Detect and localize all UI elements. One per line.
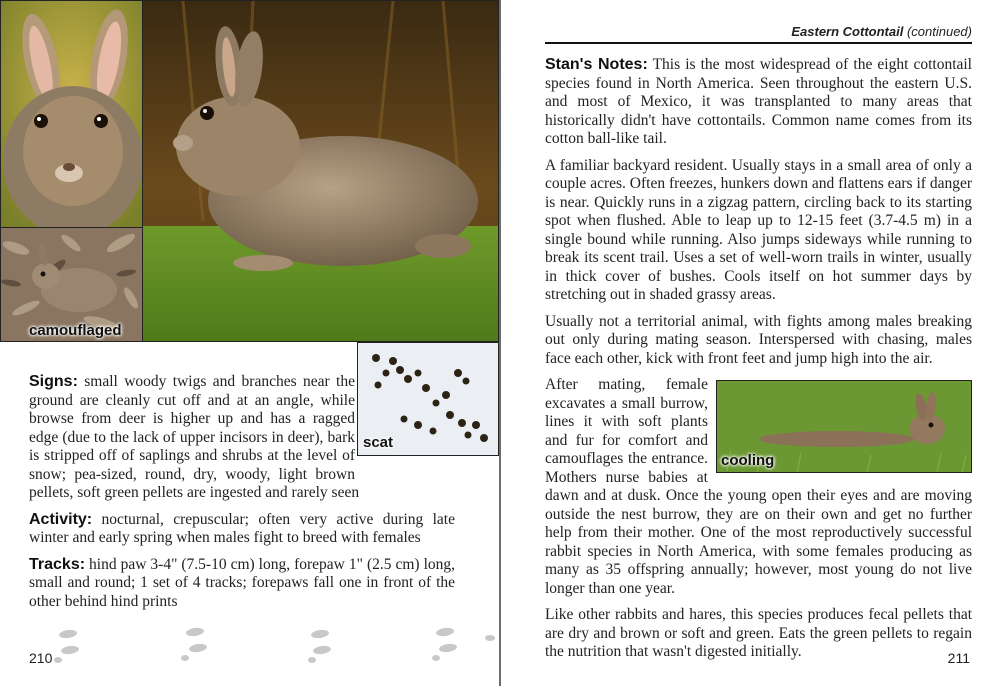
activity-label: Activity:	[29, 510, 93, 528]
signs-text: small woody twigs and branches near the ground are cleanly cut off and at an angle, while browse from deer is higher up and has a ragged edge (due to the lack of upper incisors in deer), bark is stripped off of saplings and shrubs at the level of snow; pea-sized, round, dry, woody, light brown pellets, soft green pellets are ingested and rarely seen	[29, 373, 360, 501]
notes-paragraph-1	[545, 56, 972, 149]
running-header	[545, 24, 972, 44]
tracks-paragraph	[29, 556, 455, 612]
camouflaged-caption: camouflaged	[29, 322, 122, 339]
left-page-number: 210	[29, 650, 53, 666]
header-title: Eastern Cottontail	[791, 24, 904, 39]
notes-paragraph-4: After mating, female excavates a small burrow, lines it with soft plants and fur for comfort and camouflages the entrance. Mothers nurse babies at dawn and at dusk. Once the young open their eyes and are moving outside the nest burrow, they are on their own and get no further help from their mother. One of the most reproductively successful rabbit species in North America, with some females producing as many as 35 offspring annually; however, most young do not live longer than one year.	[545, 376, 972, 597]
notes-paragraph-3: Usually not a territorial animal, with fights among males breaking out only during mating season. Interspersed with chasing, males face each other, kick with front feet and jump high into the air.	[545, 312, 972, 367]
main-rabbit-photo	[142, 0, 499, 342]
activity-paragraph	[29, 511, 455, 548]
cooling-caption: cooling	[721, 451, 775, 469]
scat-caption: scat	[363, 434, 394, 451]
notes-paragraph-2: A familiar backyard resident. Usually stays in a small area of only a couple acres. Often freezes, hunkers down and flattens ears if danger is near. Quickly runs in a zigzag pattern, circling back to its starting spot when flushed. Able to leap up to 12-15 feet (3.7-4.5 m) in a single bound while running. Also jumps sideways while running to break its scent trail. Uses a set of well-worn trails in winter, usually in thick cover of bushes. Cools itself on hot summer days by stretching out in shaded grassy areas.	[545, 156, 972, 303]
para4-container	[545, 376, 972, 598]
tracks-label: Tracks:	[29, 555, 86, 573]
right-page-text	[545, 56, 972, 670]
signs-label: Signs:	[29, 373, 78, 390]
right-page-number: 211	[947, 650, 970, 666]
tracks-text: hind paw 3-4" (7.5-10 cm) long, forepaw 1" (2.5 cm) long, small and round; 1 set of 4 tracks; forepaws fall one in front of the other behind hind prints	[29, 555, 455, 610]
left-page	[0, 0, 499, 686]
header-note: (continued)	[906, 24, 972, 39]
right-page	[501, 0, 1000, 686]
scat-float-spacer	[355, 373, 455, 473]
notes-label: Stan's Notes:	[545, 56, 648, 73]
notes-text-1: This is the most widespread of the eight cottontail species found in North America. Seen throughout the eastern U.S. and most of Mexico, it was transplanted to many areas that historically didn't have cottontails. Common name comes from its cotton ball-like tail.	[545, 56, 972, 147]
left-page-text	[29, 373, 455, 619]
activity-text: nocturnal, crepuscular; often very active during late winter and early spring when males fight to breed with females	[29, 510, 455, 546]
track-prints-illustration	[50, 620, 499, 665]
camouflaged-rabbit-photo	[0, 227, 143, 342]
rabbit-portrait-photo	[0, 0, 143, 228]
notes-paragraph-5: Like other rabbits and hares, this species produces fecal pellets that are dry and brown or soft and green. Eats the green pellets to regain the nutrition that wasn't digested initially.	[545, 606, 972, 660]
cooling-photo	[716, 380, 972, 473]
